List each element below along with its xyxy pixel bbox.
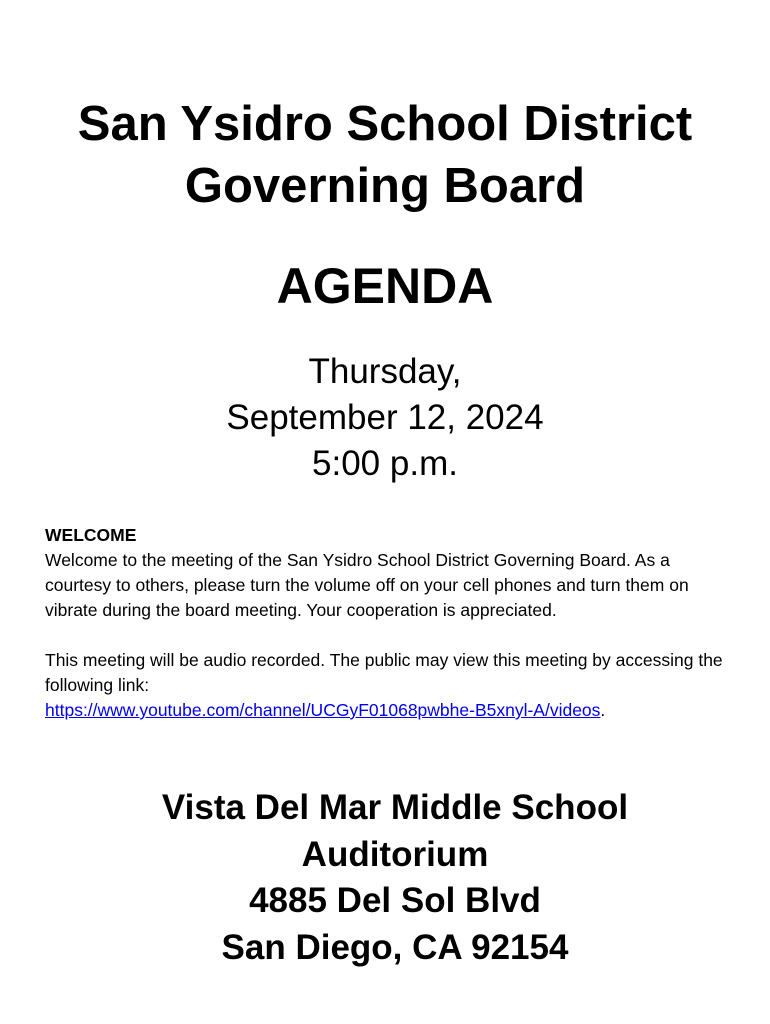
paragraph-spacer xyxy=(45,623,735,648)
meeting-datetime xyxy=(0,349,770,487)
welcome-section xyxy=(45,523,735,723)
venue-city: San Diego, CA 92154 xyxy=(221,927,569,967)
page-title xyxy=(0,93,770,217)
meeting-day: Thursday, xyxy=(308,352,462,391)
title-line-2: Governing Board xyxy=(184,159,586,213)
welcome-heading: WELCOME xyxy=(45,525,137,545)
recording-text: This meeting will be audio recorded. The public may view this meeting by accessing the following link: xyxy=(45,650,723,695)
meeting-time: 5:00 p.m. xyxy=(312,444,458,483)
youtube-link[interactable]: https://www.youtube.com/channel/UCGyF01068pwbhe-B5xnyl-A/videos xyxy=(45,700,601,720)
venue-name: Vista Del Mar Middle School xyxy=(161,788,629,827)
venue-room: Auditorium xyxy=(301,834,489,874)
agenda-heading: AGENDA xyxy=(276,258,494,314)
venue-address xyxy=(10,785,770,971)
welcome-paragraph: Welcome to the meeting of the San Ysidro School District Governing Board. As a courtesy to others, please turn the volume off on your cell phones and turn them on vibrate during the board meeting. Your cooperation is appreciated. xyxy=(45,550,689,620)
venue-street: 4885 Del Sol Blvd xyxy=(249,881,541,920)
title-line-1: San Ysidro School District xyxy=(77,97,693,151)
meeting-date: September 12, 2024 xyxy=(226,398,544,437)
recording-paragraph xyxy=(45,648,735,723)
link-period: . xyxy=(600,700,606,720)
